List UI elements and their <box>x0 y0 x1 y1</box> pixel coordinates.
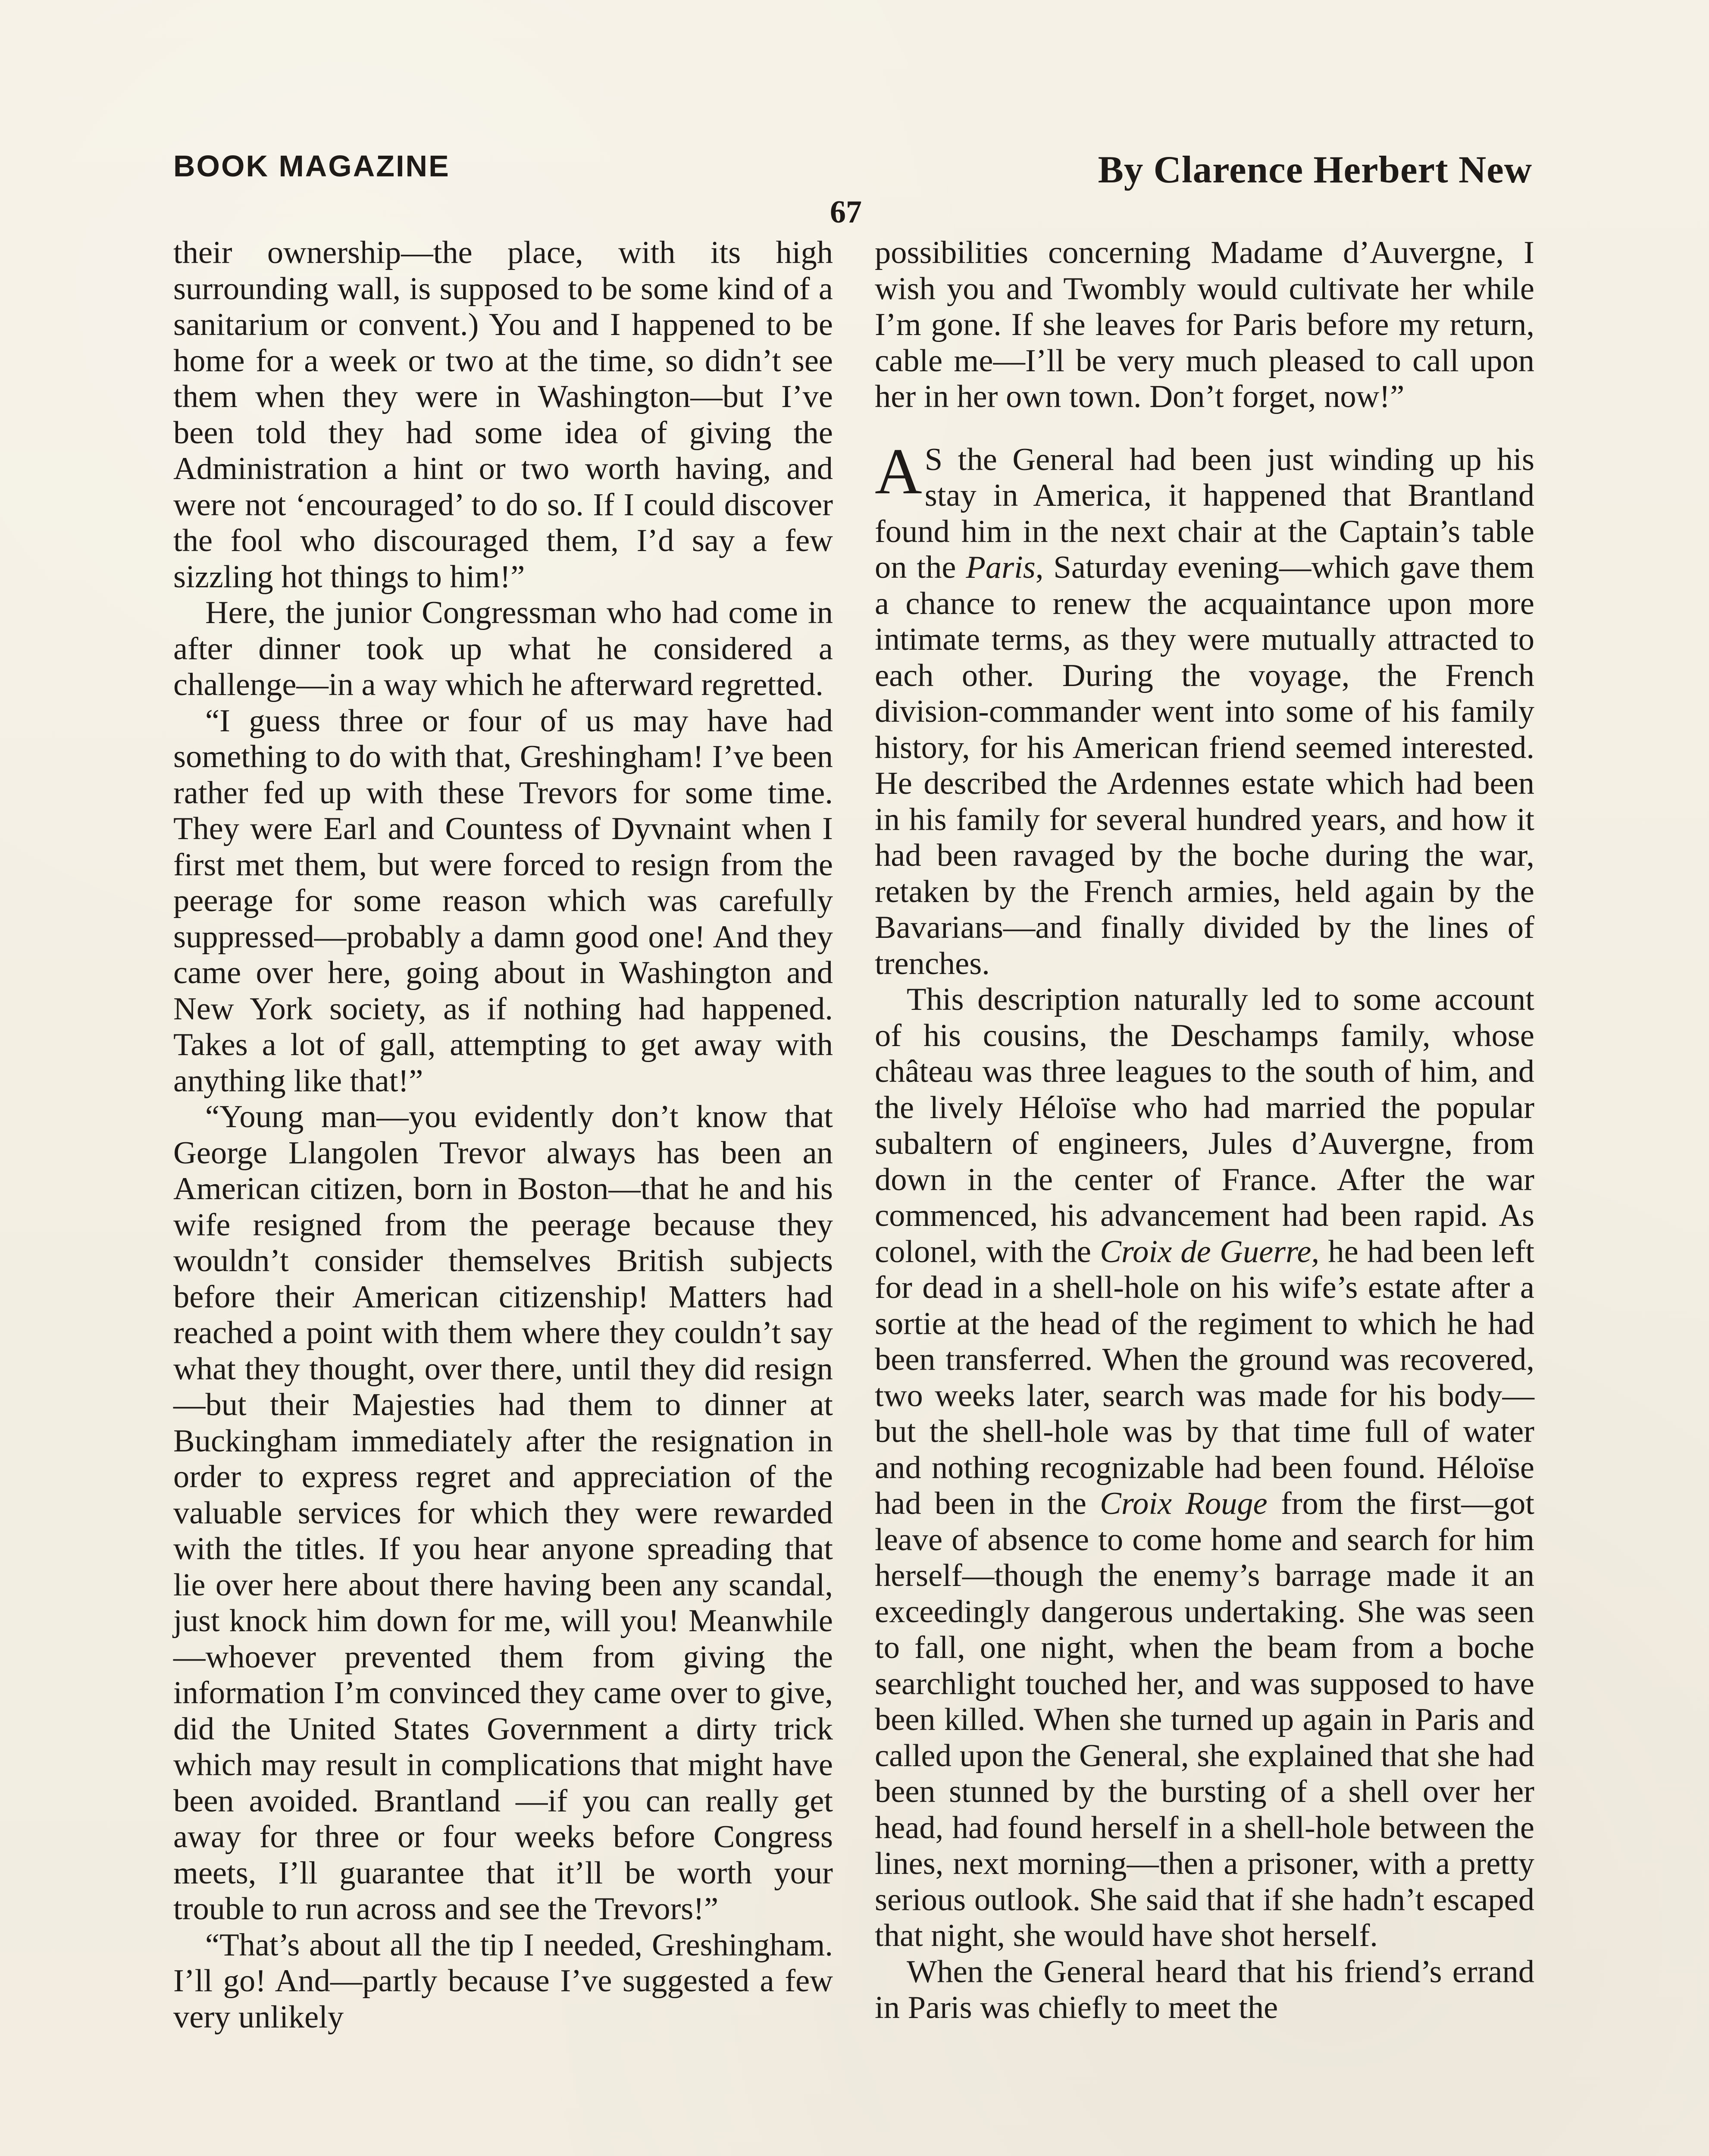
magazine-title: BOOK MAGAZINE <box>173 149 450 183</box>
author-byline: By Clarence Herbert New <box>1098 149 1532 191</box>
right-paragraph-4: When the General heard that his friend’s errand in Paris was chiefly to meet the <box>875 1954 1534 2025</box>
right-paragraph-2-text-start: S the General had been just winding up his stay in America, it happened that Brantland found him in the next chair at the Captain’s table on the <box>875 442 1534 585</box>
right-paragraph-2 <box>875 435 1534 982</box>
left-paragraph-3: “I guess three or four of us may have had something to do with that, Greshingham! I’ve been rather fed up with these Trevors for some time. They were Earl and Countess of Dyvnaint when I first met them, but were forced to resign from the peerage for some reason which was carefully suppressed—probably a damn good one! And they came over here, going about in Washington and New York society, as if nothing had happened. Takes a lot of gall, attempting to get away with anything like that!” <box>173 703 833 1099</box>
left-paragraph-2: Here, the junior Congressman who had come in after dinner took up what he considered a challenge—in a way which he afterward regretted. <box>173 595 833 702</box>
right-paragraph-1: possibilities concerning Madame d’Auvergne, I wish you and Twombly would cultivate her while I’m gone. If she leaves for Paris before my return, cable me—I’ll be very much pleased to call upon her in her own town. Don’t forget, now!” <box>875 235 1534 414</box>
page-number: 67 <box>830 194 862 230</box>
right-paragraph-3-text-start: This description naturally led to some account of his cousins, the Deschamps family, whose château was three leagues to the south of him, and the lively Héloïse who had married the popular subaltern of engineers, Jules d’Auvergne, from down in the center of France. After the war commenced, his advancement had been rapid. As colonel, with the <box>875 982 1534 1269</box>
right-paragraph-3-text-middle: he had been left for dead in a shell-hole on his wife’s estate after a sortie at the head of the regiment to which he had been transferred. When the ground was recovered, two weeks later, search was made for his body—but the shell-hole was by that time full of water and nothing recognizable had been found. Héloïse had been in the <box>875 1234 1534 1521</box>
left-paragraph-1: their ownership—the place, with its high surrounding wall, is supposed to be some kind of a sanitarium or convent.) You and I happened to be home for a week or two at the time, so didn’t see them when they were in Washington—but I’ve been told they had some idea of giving the Administration a hint or two worth having, and were not ‘encouraged’ to do so. If I could discover the fool who discouraged them, I’d say a few sizzling hot things to him!” <box>173 235 833 595</box>
drop-cap-letter: A <box>875 435 922 508</box>
left-paragraph-4: “Young man—you evidently don’t know that George Llangolen Trevor always has been an American citizen, born in Boston—that he and his wife resigned from the peerage because they wouldn’t consider themselves British subjects before their American citizenship! Matters had reached a point with them where they couldn’t say what they thought, over there, until they did resign—but their Majesties had them to dinner at Buckingham immediately after the resignation in order to express regret and appreciation of the valuable services for which they were rewarded with the titles. If you hear anyone spreading that lie over here about there having been any scandal, just knock him down for me, will you! Meanwhile—whoever prevented them from giving the information I’m convinced they came over to give, did the United States Government a dirty trick which may result in complications that might have been avoided. Brantland —if you can really get away for three or four weeks before Congress meets, I’ll guarantee that it’ll be worth your trouble to run across and see the Trevors!” <box>173 1099 833 1927</box>
croix-rouge-text: Croix Rouge <box>1100 1486 1268 1521</box>
right-paragraph-3 <box>875 982 1534 1954</box>
croix-de-guerre-text: Croix de Guerre, <box>1100 1234 1320 1269</box>
right-paragraph-3-text-end: from the first—got leave of absence to come home and search for him herself—though the enemy’s barrage made it an exceedingly dangerous undertaking. She was seen to fall, one night, when the beam from a boche searchlight touched her, and was supposed to have been killed. When she turned up again in Paris and called upon the General, she explained that she had been stunned by the bursting of a shell over her head, had found herself in a shell-hole between the lines, next morning—then a prisoner, with a pretty serious outlook. She said that if she hadn’t escaped that night, she would have shot herself. <box>875 1486 1534 1953</box>
right-paragraph-2-text-end: , Saturday evening—which gave them a chance to renew the acquaintance upon more intimate terms, as they were mutually attracted to each other. During the voyage, the French division-commander went into some of his family history, for his American friend seemed interested. He described the Ardennes estate which had been in his family for several hundred years, and how it had been ravaged by the boche during the war, retaken by the French armies, held again by the Bavarians—and finally divided by the lines of trenches. <box>875 550 1534 981</box>
ship-name-paris: Paris <box>966 550 1036 585</box>
left-paragraph-5: “That’s about all the tip I needed, Greshingham. I’ll go! And—partly because I’ve suggested a few very unlikely <box>173 1927 833 2035</box>
left-text-column <box>173 235 833 2035</box>
right-text-column <box>875 235 1534 2026</box>
